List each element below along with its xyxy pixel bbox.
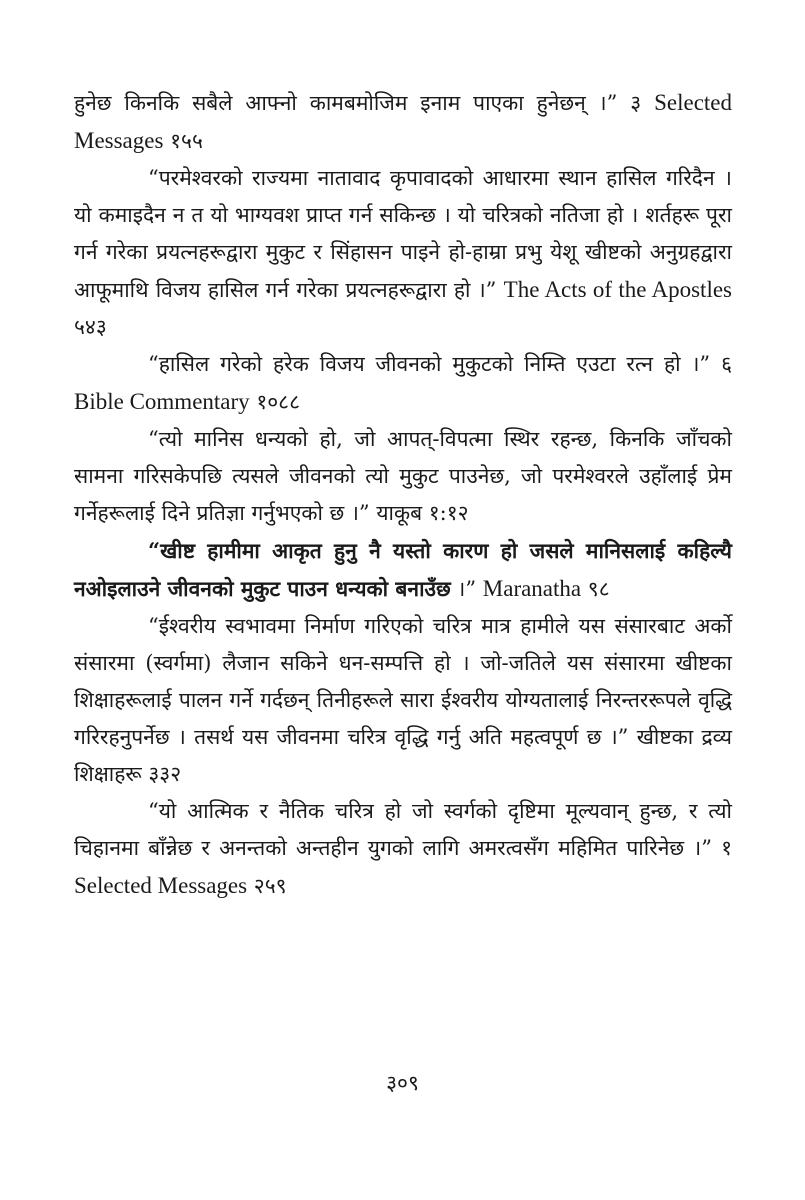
paragraph-4-text: “त्यो मानिस धन्यको हो, जो आपत्-विपत्मा स्थिर रहन्छ, किनकि जाँचको सामना गरिसकेपछि त्यसले जीवनको त्यो मुकुट पाउनेछ, जो परमेश्वरले उहाँलाई प्रेम गर्नेहरूलाई दिने प्रतिज्ञा गर्नुभएको छ ।” याकूब १:१२ <box>74 427 732 525</box>
paragraph-1-source: Selected Messages <box>74 90 732 153</box>
paragraph-5-source: Maranatha <box>482 576 582 601</box>
paragraph-3-source: Bible Commentary <box>74 389 250 414</box>
paragraph-2-text: “परमेश्वरको राज्यमा नातावाद कृपावादको आधारमा स्थान हासिल गरिदैन । यो कमाइदैन न त यो भाग्यवश प्राप्त गर्न सकिन्छ । यो चरित्रको नतिजा हो । शर्तहरू पूरा गर्न गरेका प्रयत्नहरूद्वारा मुकुट र सिंहासन पाइने हो-हाम्रा प्रभु येशू खीष्टको अनुग्रहद्वारा आफूमाथि विजय हासिल गर्न गरेका प्रयत्नहरूद्वारा हो ।” <box>74 166 732 302</box>
paragraph-5-bold-text: “खीष्ट हामीमा आकृत हुनु नै यस्तो कारण हो जसले मानिसलाई कहिल्यै नओइलाउने जीवनको मुकुट पाउन धन्यको बनाउँछ <box>74 538 732 601</box>
paragraph-7-text: “यो आत्मिक र नैतिक चरित्र हो जो स्वर्गको दृष्टिमा मूल्यवान् हुन्छ, र त्यो चिहानमा बाँन्नेछ र अनन्तको अन्तहीन युगको लागि अमरत्वसँग महिमित पारिनेछ ।” १ <box>74 799 732 860</box>
paragraph-3-text: “हासिल गरेको हरेक विजय जीवनको मुकुटको निम्ति एउटा रत्न हो ।” ६ <box>148 352 732 376</box>
paragraph-6-text: “ईश्वरीय स्वभावमा निर्माण गरिएको चरित्र मात्र हामीले यस संसारबाट अर्को संसारमा (स्वर्गमा) लैजान सकिने धन-सम्पत्ति हो । जो-जतिले यस संसारमा खीष्टका शिक्षाहरूलाई पालन गर्ने गर्दछन् तिनीहरूले सारा ईश्वरीय योग्यतालाई निरन्तररूपले वृद्धि गरिरहनुपर्नेछ । तसर्थ यस जीवनमा चरित्र वृद्धि गर्नु अति महत्वपूर्ण छ ।” खीष्टका द्रव्य शिक्षाहरू ३३२ <box>74 614 732 786</box>
paragraph-5 <box>74 532 732 608</box>
paragraph-4 <box>74 421 732 532</box>
paragraph-1 <box>74 84 732 160</box>
paragraph-7-ref: २५९ <box>247 874 287 898</box>
paragraph-2-source: The Acts of the Apostles <box>503 277 733 302</box>
paragraph-1-ref: १५५ <box>163 129 203 153</box>
paragraph-2-ref: ५४३ <box>74 315 107 339</box>
paragraph-1-text: हुनेछ किनकि सबैले आफ्नो कामबमोजिम इनाम पाएका हुनेछन् ।” ३ <box>74 91 655 115</box>
paragraph-3-ref: १०८८ <box>249 390 301 414</box>
paragraph-7 <box>74 793 732 905</box>
paragraph-3 <box>74 346 732 421</box>
paragraph-6 <box>74 608 732 793</box>
document-page <box>74 84 732 905</box>
paragraph-5-ref: ९८ <box>581 577 610 601</box>
paragraph-5-text: ।” <box>450 577 483 601</box>
page-number: ३०९ <box>386 1071 419 1095</box>
paragraph-7-source: Selected Messages <box>74 873 248 898</box>
paragraph-2 <box>74 160 732 346</box>
